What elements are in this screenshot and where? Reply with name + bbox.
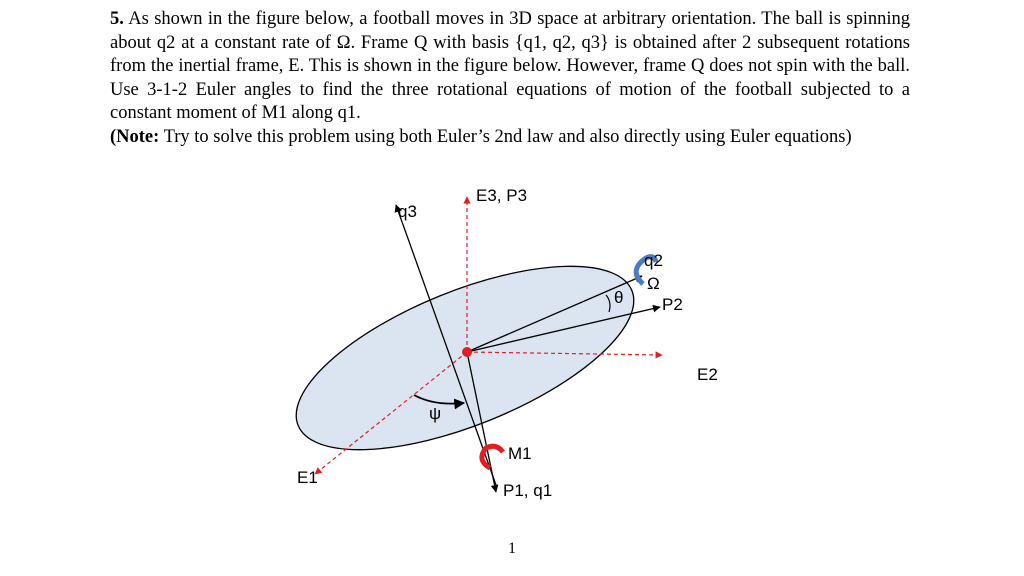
omega-label: Ω <box>647 274 660 293</box>
problem-text: As shown in the figure below, a football moves in 3D space at arbitrary orientation. The ball is spinning about q2 at a constant rate of Ω. Frame Q with basis {q1, q2, q3} is obtained after 2 subsequent rotations from the inertial frame, E. This is shown in the figure below. However, frame Q does not spin with the ball. Use 3-1-2 Euler angles to find the three rotational equations of motion of the football subjected to a constant moment of M1 along q1. <box>110 9 911 123</box>
e3-p3-label: E3, P3 <box>476 186 528 205</box>
origin-point <box>462 347 472 357</box>
p2-label: P2 <box>662 295 683 314</box>
m1-label: M1 <box>508 444 532 463</box>
q2-label: q2 <box>644 251 663 270</box>
q3-label: q3 <box>398 202 417 221</box>
p1-q1-label: P1, q1 <box>503 481 553 500</box>
note-label: (Note: <box>110 126 160 147</box>
e2-label: E2 <box>697 365 718 384</box>
moment-m1-icon <box>482 446 503 468</box>
theta-label: θ <box>614 288 624 307</box>
page-number: 1 <box>508 540 516 557</box>
psi-label: ψ <box>429 404 442 423</box>
problem-number: 5. <box>110 9 124 29</box>
note-text: Try to solve this problem using both Euler’s 2nd law and also directly using Euler equations) <box>159 126 852 147</box>
e1-label: E1 <box>297 468 318 487</box>
football-ellipse <box>273 228 657 487</box>
